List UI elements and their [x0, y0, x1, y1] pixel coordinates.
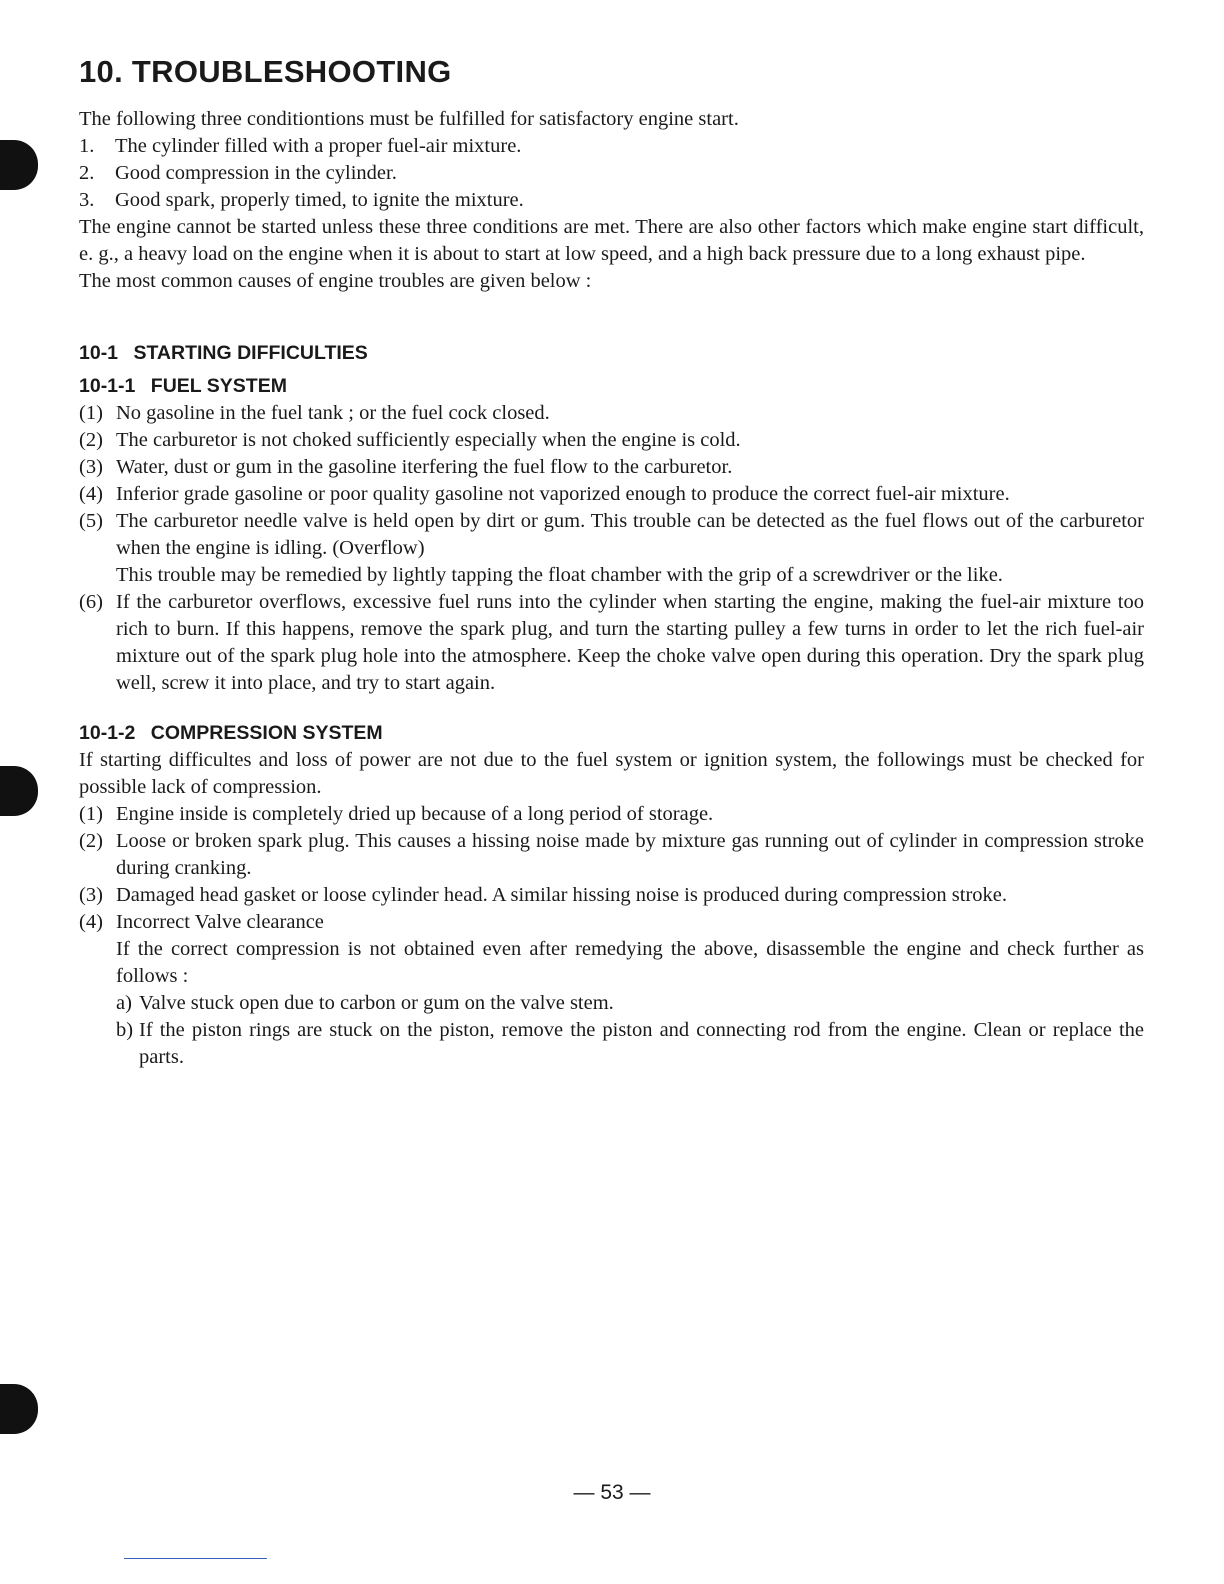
section-title: STARTING DIFFICULTIES — [133, 342, 368, 364]
section-heading-compression-system — [79, 720, 1144, 747]
list-item — [79, 427, 1144, 454]
sub-item-text: If the piston rings are stuck on the piston, remove the piston and connecting rod from the engine. Clean or replace the parts. — [139, 1019, 1144, 1068]
binder-hole-bottom — [0, 1384, 38, 1434]
item-number: (6) — [79, 591, 103, 613]
page-number: — 53 — — [573, 1481, 651, 1504]
list-item — [79, 400, 1144, 427]
list-item — [79, 801, 1144, 828]
list-item — [79, 882, 1144, 909]
compression-intro: If starting difficultes and loss of power are not due to the fuel system or ignition system, the followings must be checked for possible lack of compression. — [79, 749, 1144, 798]
item-text: If the carburetor overflows, excessive fuel runs into the cylinder when starting the engine, making the fuel-air mixture too rich to burn. If this happens, remove the spark plug, and turn the starting pulley a few turns in order to let the rich fuel-air mixture out of the spark plug hole into the atmosphere. Keep the choke valve open during this operation. Dry the spark plug well, screw it into place, and try to start again. — [116, 591, 1144, 694]
item-number: (3) — [79, 884, 103, 906]
compression-system-block — [79, 747, 1144, 1071]
intro-paragraph: The engine cannot be started unless these three conditions are met. There are also other factors which make engine start difficult, e. g., a heavy load on the engine when it is about to start at low speed, and a high back pressure due to a long exhaust pipe. — [79, 216, 1144, 265]
item-continuation: This trouble may be remedied by lightly tapping the float chamber with the grip of a screwdriver or the like. — [116, 564, 1003, 586]
sub-item-letter: b) — [116, 1019, 134, 1041]
condition-text: The cylinder filled with a proper fuel-air mixture. — [115, 135, 522, 157]
item-number: (4) — [79, 483, 103, 505]
section-number: 10-1 — [79, 342, 119, 364]
item-text: The carburetor needle valve is held open by dirt or gum. This trouble can be detected as the fuel flows out of the carburetor when the engine is idling. (Overflow) — [116, 510, 1144, 559]
condition-number: 3. — [79, 189, 95, 211]
item-number: (1) — [79, 402, 103, 424]
intro-block — [79, 106, 1144, 295]
conditions-list — [79, 133, 1144, 214]
condition-item — [79, 160, 1144, 187]
condition-number: 1. — [79, 135, 95, 157]
list-item — [79, 508, 1144, 562]
item-number: (5) — [79, 510, 103, 532]
sub-item-text: Valve stuck open due to carbon or gum on the valve stem. — [139, 992, 614, 1014]
fuel-system-list — [79, 400, 1144, 697]
item-number: (3) — [79, 456, 103, 478]
list-item — [79, 454, 1144, 481]
condition-item — [79, 133, 1144, 160]
list-item — [79, 589, 1144, 697]
bottom-rule — [124, 1558, 267, 1559]
causes-line: The most common causes of engine troubles are given below : — [79, 270, 592, 292]
page-title: 10. TROUBLESHOOTING — [79, 54, 452, 89]
condition-number: 2. — [79, 162, 95, 184]
sub-item-letter: a) — [116, 992, 132, 1014]
section-title: FUEL SYSTEM — [150, 375, 287, 397]
item-text: No gasoline in the fuel tank ; or the fuel cock closed. — [116, 402, 550, 424]
sub-list-item — [79, 990, 1144, 1017]
condition-text: Good compression in the cylinder. — [115, 162, 397, 184]
item-number: (4) — [79, 911, 103, 933]
document-page — [79, 52, 1144, 1071]
section-number: 10-1-2 — [79, 722, 136, 744]
list-item — [79, 481, 1144, 508]
section-number: 10-1-1 — [79, 375, 136, 397]
condition-item — [79, 187, 1144, 214]
item-number: (2) — [79, 830, 103, 852]
item-continuation: If the correct compression is not obtained even after remedying the above, disassemble the engine and check further as follows : — [116, 938, 1144, 987]
item-text: Engine inside is completely dried up because of a long period of storage. — [116, 803, 714, 825]
item-text: Inferior grade gasoline or poor quality gasoline not vaporized enough to produce the correct fuel-air mixture. — [116, 483, 1010, 505]
item-number: (2) — [79, 429, 103, 451]
condition-text: Good spark, properly timed, to ignite the mixture. — [115, 189, 524, 211]
section-title: COMPRESSION SYSTEM — [150, 722, 383, 744]
intro-lead: The following three conditiontions must be fulfilled for satisfactory engine start. — [79, 108, 739, 130]
list-item — [79, 909, 1144, 936]
list-item — [79, 828, 1144, 882]
item-text: Loose or broken spark plug. This causes a hissing noise made by mixture gas running out of cylinder in compression stroke during cranking. — [116, 830, 1144, 879]
item-text: Damaged head gasket or loose cylinder head. A similar hissing noise is produced during compression stroke. — [116, 884, 1007, 906]
section-heading-fuel-system — [79, 373, 1144, 400]
item-number: (1) — [79, 803, 103, 825]
sub-list-item — [79, 1017, 1144, 1071]
section-heading-starting-difficulties — [79, 340, 1144, 367]
item-text: Incorrect Valve clearance — [116, 911, 324, 933]
item-text: The carburetor is not choked sufficiently especially when the engine is cold. — [116, 429, 741, 451]
item-text: Water, dust or gum in the gasoline iterfering the fuel flow to the carburetor. — [116, 456, 733, 478]
binder-hole-top — [0, 140, 38, 190]
binder-hole-middle — [0, 766, 38, 816]
